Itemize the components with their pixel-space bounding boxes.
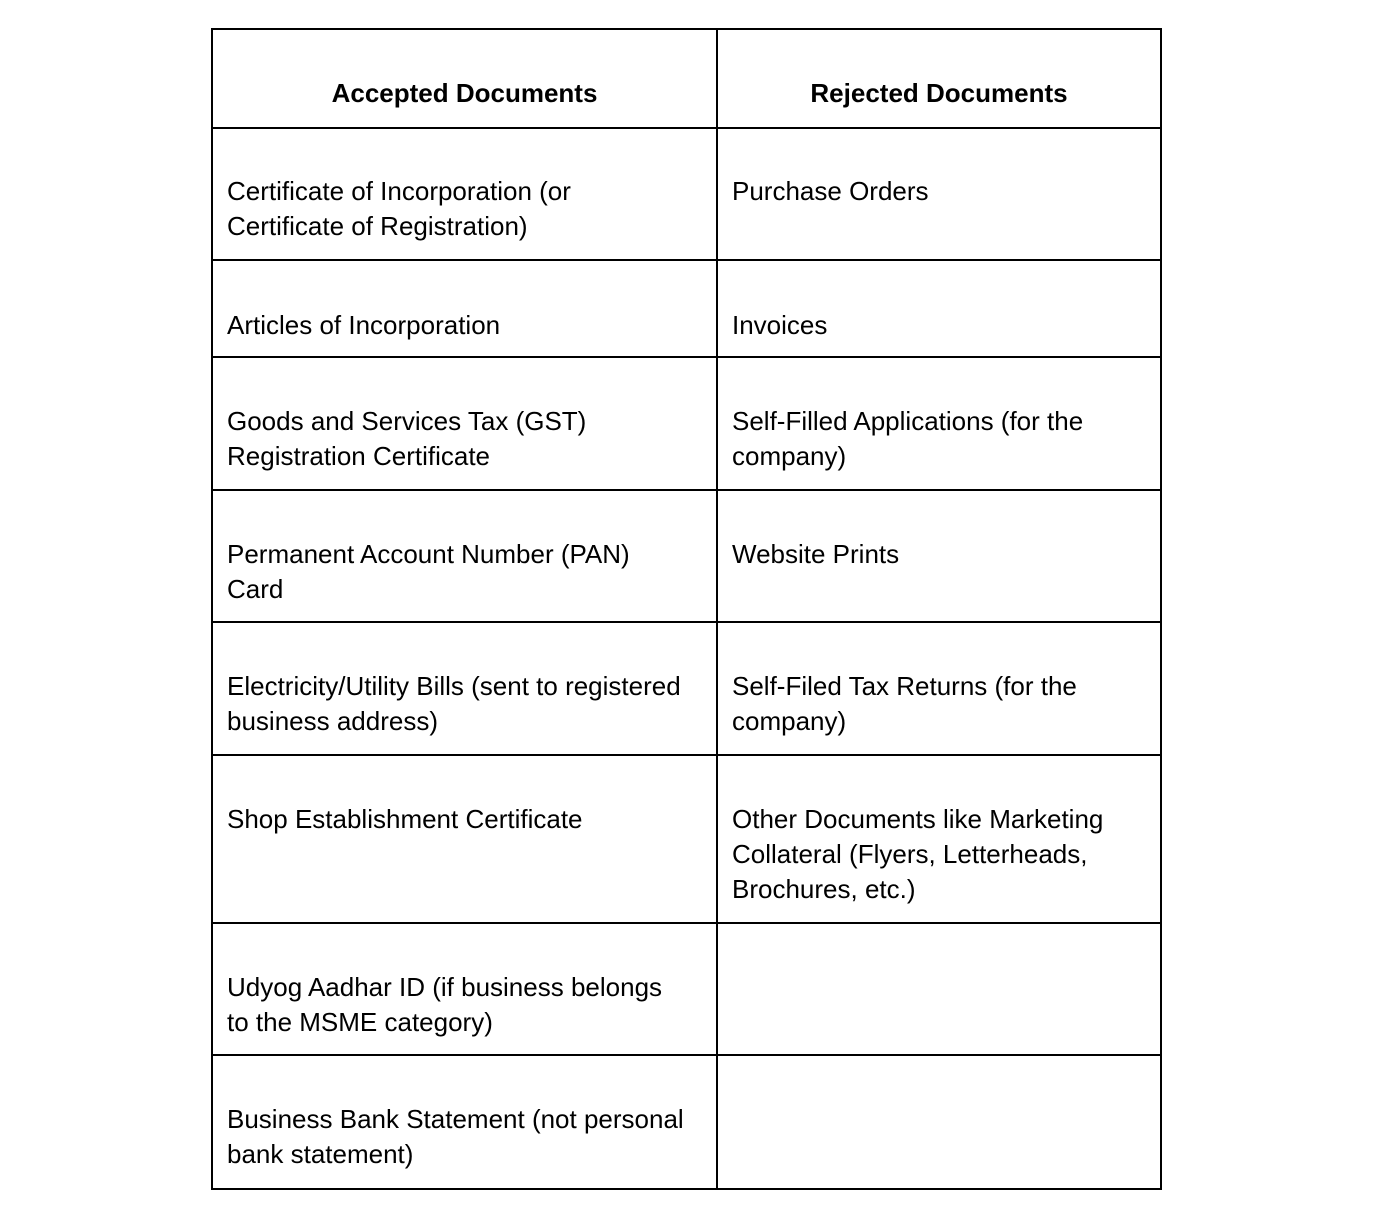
accepted-document-cell (212, 755, 717, 923)
rejected-document-text: Self-Filed Tax Returns (for the company) (732, 671, 1077, 736)
table-row (212, 755, 1161, 923)
rejected-document-cell (717, 260, 1161, 357)
accepted-document-text: Permanent Account Number (PAN) Card (227, 539, 630, 604)
documents-table (211, 28, 1162, 1190)
rejected-document-cell (717, 755, 1161, 923)
accepted-document-text: Business Bank Statement (not personal bank statement) (227, 1104, 684, 1169)
accepted-documents-header: Accepted Documents (212, 29, 717, 128)
table-row (212, 357, 1161, 490)
accepted-document-text: Udyog Aadhar ID (if business belongs to the MSME category) (227, 972, 663, 1037)
rejected-document-cell (717, 490, 1161, 622)
rejected-document-cell (717, 357, 1161, 490)
accepted-document-text: Shop Establishment Certificate (227, 804, 583, 834)
accepted-document-text: Articles of Incorporation (227, 310, 501, 340)
accepted-document-text: Certificate of Incorporation (or Certificate of Registration) (227, 176, 571, 241)
accepted-document-cell (212, 490, 717, 622)
accepted-document-cell (212, 622, 717, 755)
accepted-document-cell (212, 1055, 717, 1189)
rejected-document-text: Invoices (732, 310, 828, 340)
rejected-document-text: Other Documents like Marketing Collateral (Flyers, Letterheads, Brochures, etc.) (732, 804, 1104, 904)
accepted-document-text: Goods and Services Tax (GST) Registration Certificate (227, 406, 587, 471)
accepted-document-cell (212, 923, 717, 1055)
table-row (212, 622, 1161, 755)
table-row (212, 1055, 1161, 1189)
accepted-document-cell (212, 128, 717, 260)
rejected-document-cell (717, 923, 1161, 1055)
table-row (212, 923, 1161, 1055)
accepted-document-cell (212, 260, 717, 357)
accepted-document-cell (212, 357, 717, 490)
table-header-row (212, 29, 1161, 128)
rejected-document-text: Purchase Orders (732, 176, 929, 206)
rejected-documents-header: Rejected Documents (717, 29, 1161, 128)
table-row (212, 128, 1161, 260)
rejected-document-cell (717, 622, 1161, 755)
rejected-document-text: Self-Filled Applications (for the company) (732, 406, 1084, 471)
accepted-document-text: Electricity/Utility Bills (sent to registered business address) (227, 671, 681, 736)
table-row (212, 260, 1161, 357)
table-row (212, 490, 1161, 622)
rejected-document-cell (717, 1055, 1161, 1189)
rejected-document-cell (717, 128, 1161, 260)
rejected-document-text: Website Prints (732, 539, 900, 569)
